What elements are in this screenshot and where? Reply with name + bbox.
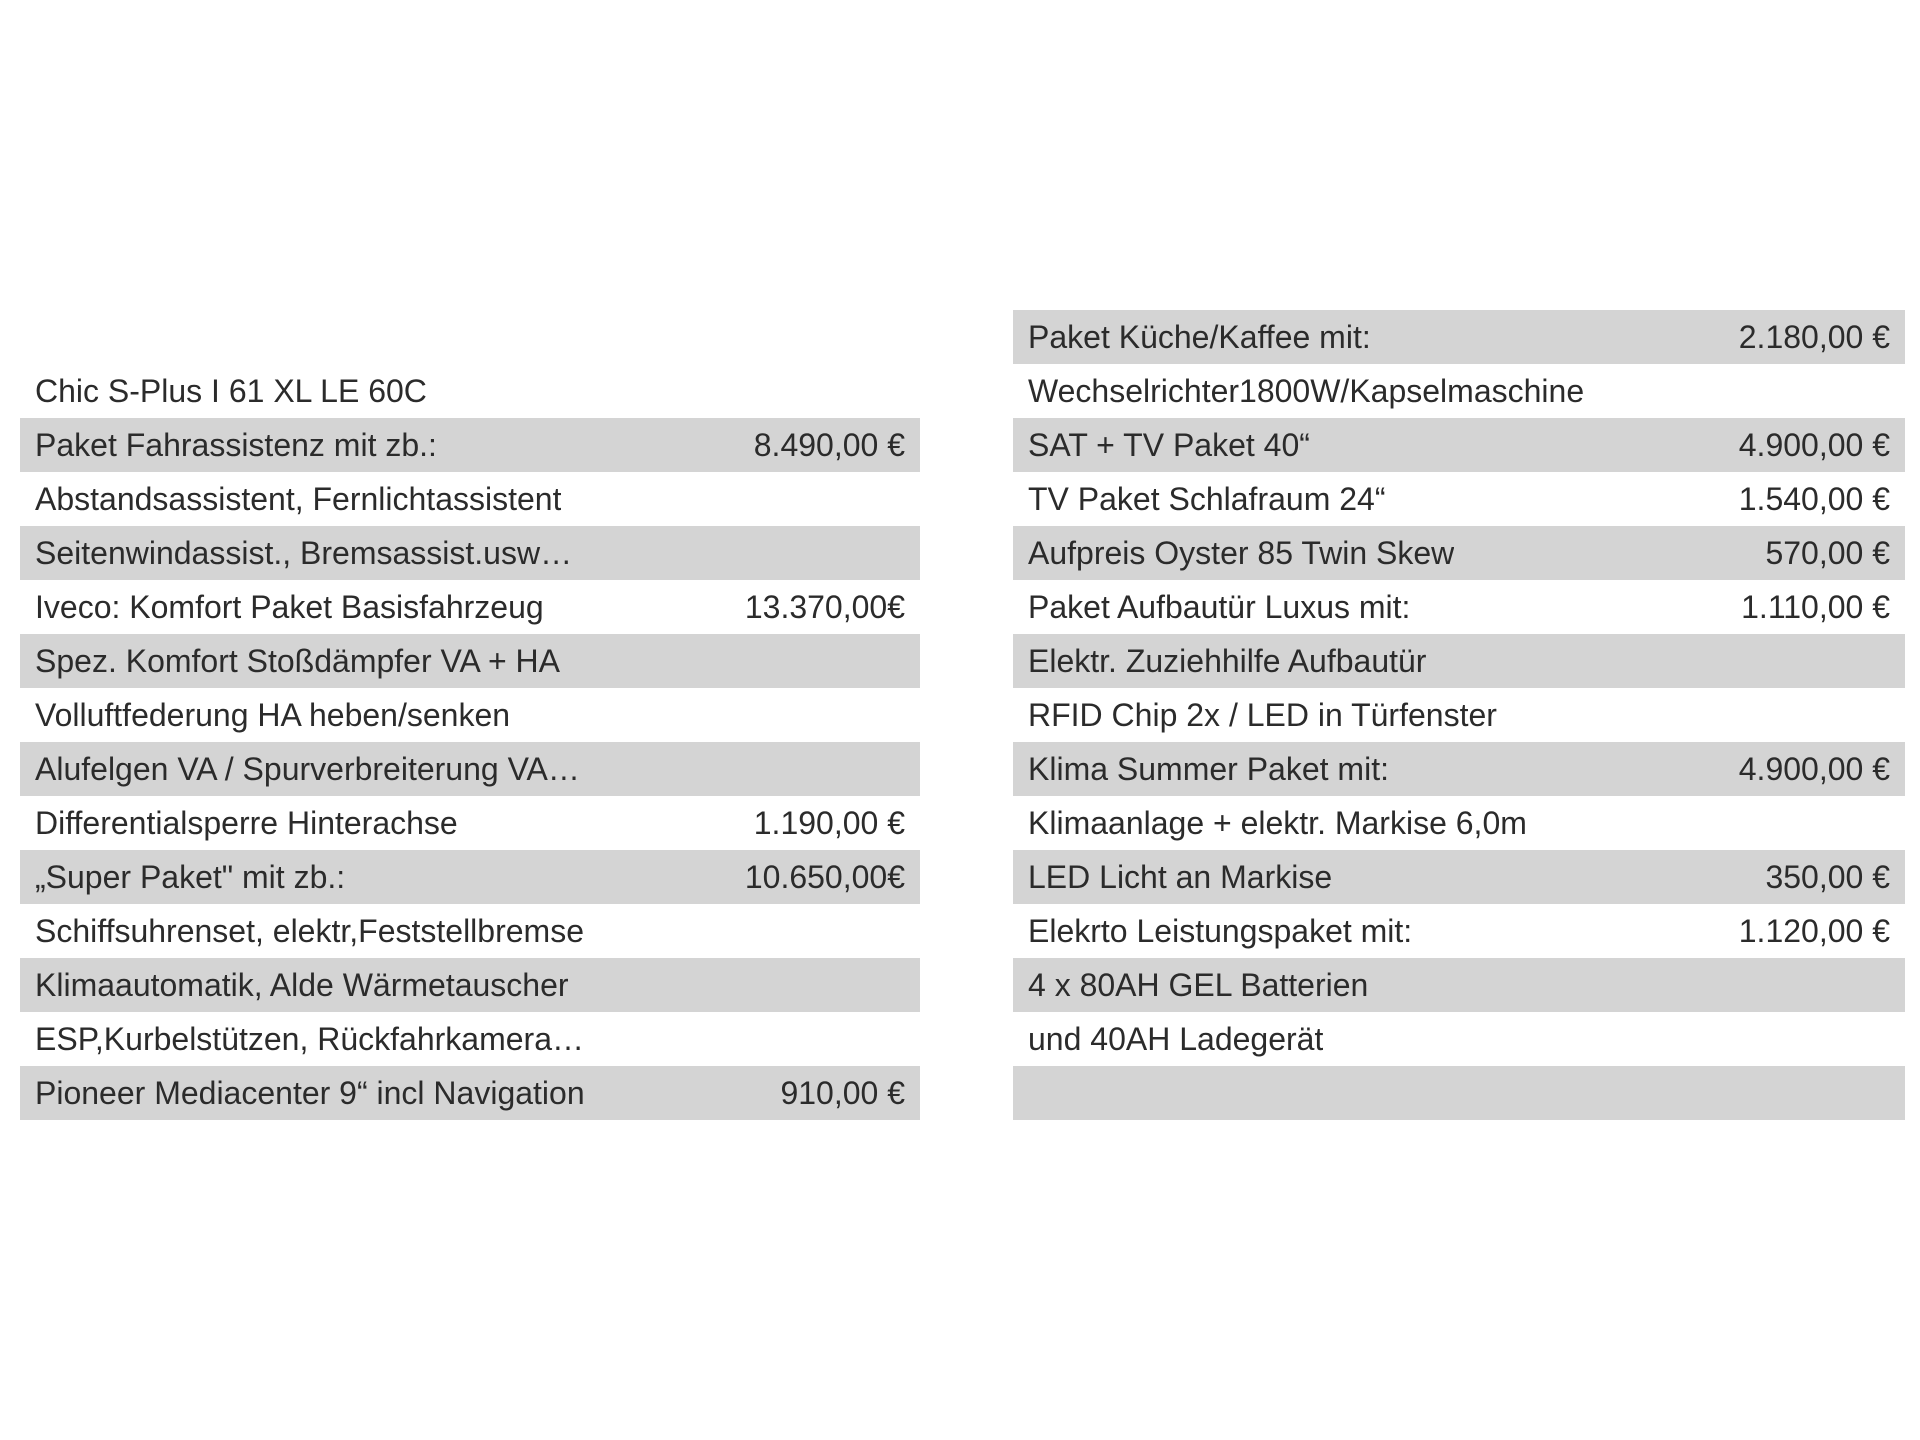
row-label: Paket Küche/Kaffee mit: [1028, 318, 1371, 355]
row-label: Paket Aufbautür Luxus mit: [1028, 588, 1411, 625]
row-price: 4.900,00 € [1738, 426, 1890, 463]
row-price: 8.490,00 € [753, 426, 905, 463]
table-row [1013, 472, 1905, 526]
row-price: 10.650,00€ [744, 858, 905, 895]
row-label: Pioneer Mediacenter 9“ incl Navigation [35, 1074, 585, 1111]
table-row [20, 1066, 920, 1120]
row-price: 570,00 € [1765, 534, 1890, 571]
table-row [1013, 580, 1905, 634]
table-row [20, 796, 920, 850]
row-price: 1.190,00 € [753, 804, 905, 841]
right-price-table [1013, 310, 1905, 1120]
row-label: Elekrto Leistungspaket mit: [1028, 912, 1413, 949]
row-label: Schiffsuhrenset, elektr,Feststellbremse [35, 912, 584, 949]
row-price: 910,00 € [780, 1074, 905, 1111]
row-label: LED Licht an Markise [1028, 858, 1333, 895]
row-label: Chic S-Plus I 61 XL LE 60C [35, 372, 427, 409]
row-price: 4.900,00 € [1738, 750, 1890, 787]
row-label: Wechselrichter1800W/Kapselmaschine [1028, 372, 1585, 409]
row-label: SAT + TV Paket 40“ [1028, 426, 1310, 463]
row-label: RFID Chip 2x / LED in Türfenster [1028, 696, 1497, 733]
row-price: 1.540,00 € [1738, 480, 1890, 517]
row-label: ESP,Kurbelstützen, Rückfahrkamera… [35, 1020, 584, 1057]
table-row [20, 418, 920, 472]
row-label: Aufpreis Oyster 85 Twin Skew [1028, 534, 1455, 571]
row-label: Iveco: Komfort Paket Basisfahrzeug [35, 588, 544, 625]
left-price-table [20, 310, 920, 1120]
row-price: 13.370,00€ [744, 588, 905, 625]
table-row [1013, 418, 1905, 472]
row-label: Seitenwindassist., Bremsassist.usw… [35, 534, 573, 571]
row-label: und 40AH Ladegerät [1028, 1020, 1324, 1057]
row-label: Elektr. Zuziehhilfe Aufbautür [1028, 642, 1427, 679]
table-row [1013, 526, 1905, 580]
row-label: „Super Paket" mit zb.: [35, 858, 346, 895]
table-row [20, 634, 920, 688]
table-row [1013, 904, 1905, 958]
table-row [20, 850, 920, 904]
row-label: Paket Fahrassistenz mit zb.: [35, 426, 437, 463]
table-row [20, 904, 920, 958]
table-row [20, 364, 920, 418]
table-row [20, 580, 920, 634]
row-label: Alufelgen VA / Spurverbreiterung VA… [35, 750, 580, 787]
row-label: 4 x 80AH GEL Batterien [1028, 966, 1369, 1003]
row-price: 2.180,00 € [1738, 318, 1890, 355]
row-label: Spez. Komfort Stoßdämpfer VA + HA [35, 642, 560, 679]
row-price: 350,00 € [1765, 858, 1890, 895]
table-row [1013, 1066, 1905, 1120]
table-row [1013, 958, 1905, 1012]
table-row [20, 742, 920, 796]
table-row [1013, 1012, 1905, 1066]
row-label: Klima Summer Paket mit: [1028, 750, 1389, 787]
table-row [20, 526, 920, 580]
row-label: Klimaautomatik, Alde Wärmetauscher [35, 966, 569, 1003]
table-row [20, 310, 920, 364]
row-label: Klimaanlage + elektr. Markise 6,0m [1028, 804, 1527, 841]
table-row [20, 958, 920, 1012]
row-price: 1.110,00 € [1741, 588, 1890, 625]
table-row [1013, 850, 1905, 904]
table-row [1013, 634, 1905, 688]
row-label: TV Paket Schlafraum 24“ [1028, 480, 1386, 517]
table-row [1013, 688, 1905, 742]
table-row [1013, 796, 1905, 850]
row-label: Differentialsperre Hinterachse [35, 804, 458, 841]
table-row [20, 1012, 920, 1066]
table-row [20, 688, 920, 742]
table-row [1013, 364, 1905, 418]
row-label: Abstandsassistent, Fernlichtassistent [35, 480, 562, 517]
table-row [20, 472, 920, 526]
table-row [1013, 742, 1905, 796]
row-price: 1.120,00 € [1738, 912, 1890, 949]
row-label: Volluftfederung HA heben/senken [35, 696, 511, 733]
table-row [1013, 310, 1905, 364]
